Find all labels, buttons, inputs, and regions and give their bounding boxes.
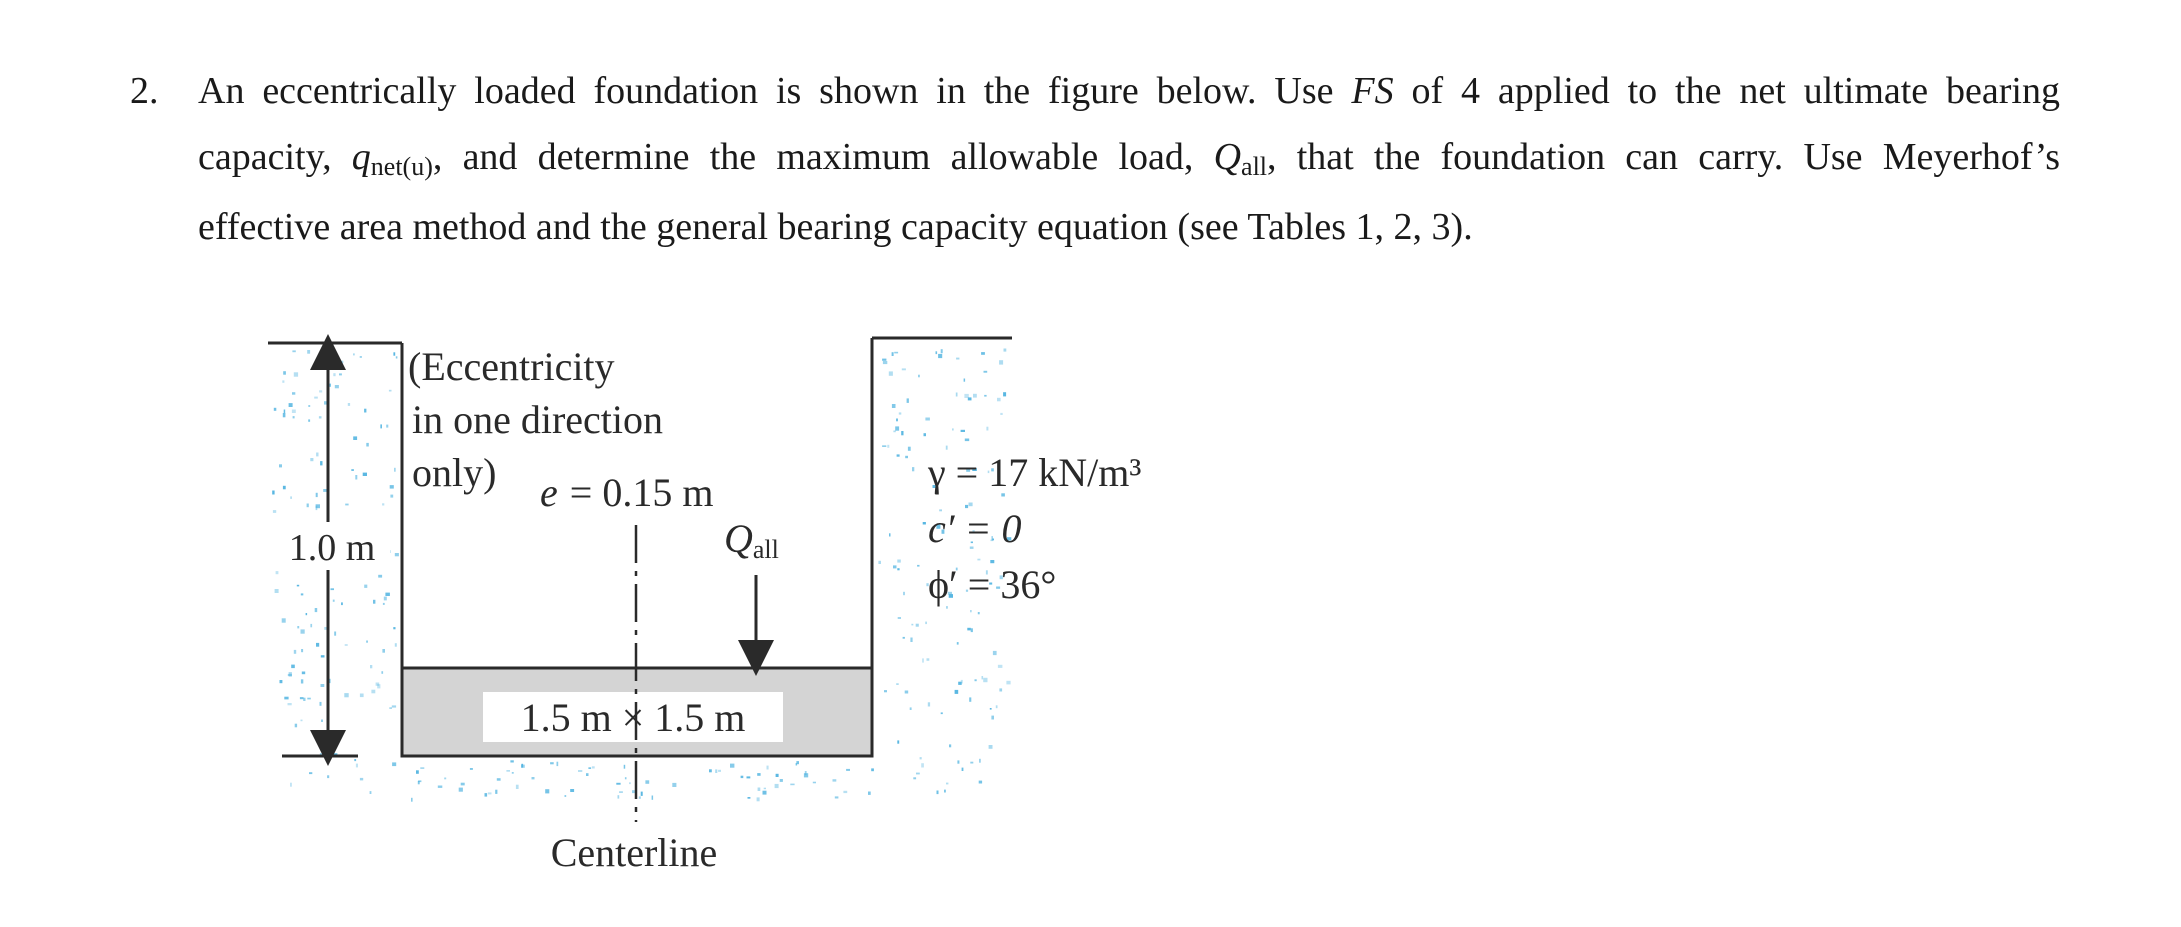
soil-speckle xyxy=(883,361,887,364)
soil-speckle xyxy=(307,350,310,354)
soil-speckle xyxy=(545,789,549,793)
q-all-symbol: Q xyxy=(1213,136,1242,178)
soil-speckle xyxy=(302,672,305,675)
soil-speckle xyxy=(353,436,357,440)
problem-line-1: An eccentrically loaded foundation is shown in the figure below. Use FS of 4 applied to the net ultimate bearing xyxy=(198,70,2060,112)
soil-speckle xyxy=(969,697,971,701)
soil-speckle xyxy=(394,468,396,472)
soil-speckle xyxy=(485,793,488,797)
soil-speckle xyxy=(506,770,510,772)
footing-size-label: 1.5 m × 1.5 m xyxy=(520,695,746,740)
soil-speckle xyxy=(565,795,567,797)
soil-speckle xyxy=(1006,681,1010,685)
soil-speckle xyxy=(390,495,393,498)
soil-speckle xyxy=(284,410,286,414)
soil-speckle xyxy=(306,613,308,615)
soil-speckle xyxy=(927,658,930,661)
problem-number: 2. xyxy=(130,70,159,112)
soil-speckle xyxy=(967,628,971,631)
soil-speckle xyxy=(894,352,898,354)
soil-speckle xyxy=(996,705,998,708)
soil-speckle xyxy=(893,565,897,568)
soil-speckle xyxy=(309,772,312,774)
soil-speckle xyxy=(979,781,982,784)
soil-speckle xyxy=(905,691,909,694)
soil-speckle xyxy=(274,408,277,411)
soil-speckle xyxy=(288,703,292,705)
soil-speckle xyxy=(767,766,769,770)
soil-speckle xyxy=(320,702,322,706)
soil-speckle xyxy=(730,764,734,768)
soil-speckle xyxy=(310,458,313,461)
soil-speckle xyxy=(910,707,912,710)
soil-speckle xyxy=(321,720,323,723)
soil-speckle xyxy=(887,445,889,448)
soil-speckle xyxy=(982,676,984,679)
soil-speckle xyxy=(925,418,930,421)
soil-speckle xyxy=(389,390,392,392)
eccentricity-note-3: only) xyxy=(412,450,497,495)
soil-speckle xyxy=(956,393,958,397)
soil-speckle xyxy=(984,371,988,373)
soil-speckle xyxy=(420,767,424,769)
soil-speckle xyxy=(376,683,380,686)
soil-speckle xyxy=(353,353,355,355)
soil-speckle xyxy=(918,375,920,378)
soil-speckle xyxy=(956,358,959,360)
soil-speckle xyxy=(757,797,760,801)
soil-speckle xyxy=(871,768,874,771)
eccentricity-note-2: in one direction xyxy=(412,397,664,442)
soil-speckle xyxy=(470,768,473,770)
soil-speckle xyxy=(938,354,942,358)
soil-speckle xyxy=(978,612,980,614)
soil-speckle xyxy=(896,419,898,422)
soil-speckle xyxy=(981,352,985,355)
soil-speckle xyxy=(335,385,339,388)
soil-speckle xyxy=(292,392,295,395)
soil-speckle xyxy=(356,764,358,768)
soil-speckle xyxy=(301,649,303,652)
soil-speckle xyxy=(709,769,712,772)
centerline-label: Centerline xyxy=(550,830,718,875)
soil-speckle xyxy=(316,643,319,647)
soil-speckle xyxy=(958,682,962,685)
soil-speckle xyxy=(291,665,295,669)
soil-speckle xyxy=(292,410,296,414)
soil-speckle xyxy=(310,624,312,627)
soil-speckle xyxy=(632,790,635,793)
soil-speckle xyxy=(804,773,808,777)
soil-speckle xyxy=(775,784,779,788)
soil-speckle xyxy=(961,430,965,432)
soil-speckle xyxy=(944,790,946,793)
soil-speckle xyxy=(764,788,766,790)
problem-line-3: effective area method and the general bearing capacity equation (see Tables 1, 2, 3). xyxy=(198,206,1473,248)
soil-speckle xyxy=(903,592,905,595)
soil-speckle xyxy=(293,416,295,418)
soil-speckle xyxy=(333,363,336,367)
soil-speckle xyxy=(916,624,919,627)
soil-speckle xyxy=(351,469,354,471)
soil-speckle xyxy=(354,759,356,761)
soil-speckle xyxy=(276,571,279,574)
soil-speckle xyxy=(348,403,350,406)
soil-speckle xyxy=(497,778,501,781)
soil-speckle xyxy=(283,371,286,375)
soil-speckle xyxy=(624,765,626,769)
soil-speckle xyxy=(444,778,446,780)
soil-speckle xyxy=(893,431,895,433)
soil-speckle xyxy=(380,424,382,428)
fs-symbol: FS xyxy=(1351,70,1394,112)
soil-speckle xyxy=(928,702,930,706)
soil-speckle xyxy=(625,777,627,779)
soil-speckle xyxy=(371,690,375,694)
soil-speckle xyxy=(516,785,519,789)
soil-speckle xyxy=(776,774,779,777)
soil-speckle xyxy=(882,359,886,361)
soil-speckle xyxy=(381,671,383,674)
soil-speckle xyxy=(917,565,919,567)
soil-speckle xyxy=(946,783,948,785)
soil-speckle xyxy=(532,777,535,779)
soil-speckle xyxy=(344,693,348,697)
soil-speckle xyxy=(983,678,987,682)
soil-speckle xyxy=(418,781,420,784)
soil-speckle xyxy=(289,672,292,676)
soil-speckle xyxy=(360,356,362,358)
soil-speckle xyxy=(320,461,322,465)
soil-speckle xyxy=(905,456,908,458)
soil-speckle xyxy=(364,409,366,413)
soil-speckle xyxy=(512,772,514,774)
soil-speckle xyxy=(672,783,676,787)
soil-speckle xyxy=(321,684,325,687)
soil-speckle xyxy=(878,561,881,564)
soil-speckle xyxy=(965,439,969,442)
soil-speckle xyxy=(763,791,767,795)
soil-speckle xyxy=(319,390,322,392)
soil-speckle xyxy=(747,776,751,778)
soil-speckle xyxy=(1000,413,1002,415)
soil-speckle xyxy=(645,780,649,784)
soil-speckle xyxy=(868,792,871,795)
soil-speckle xyxy=(301,629,305,633)
soil-speckle xyxy=(971,628,973,632)
soil-speckle xyxy=(550,762,554,764)
soil-speckle xyxy=(796,763,798,765)
soil-speckle xyxy=(279,464,282,467)
soil-speckle xyxy=(292,350,295,352)
soil-speckle xyxy=(360,778,363,781)
soil-speckle xyxy=(280,680,283,683)
soil-speckle xyxy=(393,627,395,629)
soil-friction-angle: ϕ′ = 36° xyxy=(928,562,1057,607)
soil-speckle xyxy=(990,708,992,710)
soil-speckle xyxy=(307,698,311,700)
soil-speckle xyxy=(389,707,392,709)
soil-speckle xyxy=(813,782,816,784)
soil-speckle xyxy=(970,762,973,764)
soil-speckle xyxy=(373,600,375,604)
soil-speckle xyxy=(390,485,394,489)
soil-speckle xyxy=(315,608,318,612)
soil-speckle xyxy=(748,797,751,799)
soil-speckle xyxy=(936,351,938,354)
soil-speckle xyxy=(319,416,322,418)
soil-speckle xyxy=(941,712,943,714)
soil-speckle xyxy=(901,431,903,435)
soil-speckle xyxy=(911,624,913,626)
soil-speckle xyxy=(908,447,911,451)
soil-speckle xyxy=(382,649,385,653)
soil-speckle xyxy=(902,368,906,370)
soil-speckle xyxy=(289,403,293,407)
soil-speckle xyxy=(284,697,288,700)
soil-speckle xyxy=(366,641,368,643)
soil-speckle xyxy=(1004,349,1007,352)
soil-speckle xyxy=(964,379,966,382)
soil-speckle xyxy=(461,783,465,786)
soil-speckle xyxy=(922,658,924,662)
soil-speckle xyxy=(897,560,901,563)
soil-speckle xyxy=(331,588,335,590)
soil-speckle xyxy=(384,597,387,601)
soil-speckle xyxy=(334,632,336,636)
soil-bottom xyxy=(411,760,874,801)
soil-speckle xyxy=(896,683,899,685)
eccentricity-note-1: (Eccentricity xyxy=(408,344,615,389)
soil-speckle xyxy=(290,496,292,499)
soil-speckle xyxy=(294,372,298,376)
soil-speckle xyxy=(790,784,794,786)
soil-speckle xyxy=(964,394,968,398)
soil-speckle xyxy=(283,413,286,417)
soil-speckle xyxy=(382,503,384,505)
soil-speckle xyxy=(393,352,395,355)
soil-speckle xyxy=(416,770,419,774)
soil-speckle xyxy=(385,593,390,596)
soil-speckle xyxy=(586,773,589,776)
soil-speckle xyxy=(715,769,717,773)
soil-speckle xyxy=(324,627,326,630)
soil-speckle xyxy=(892,404,896,408)
soil-speckle xyxy=(907,398,909,403)
soil-speckle xyxy=(652,796,654,800)
soil-speckle xyxy=(991,716,994,720)
soil-speckle xyxy=(282,380,284,382)
soil-speckle xyxy=(897,740,899,743)
soil-speckle xyxy=(639,796,641,798)
soil-speckle xyxy=(383,603,385,605)
soil-speckle xyxy=(366,443,369,447)
soil-speckle xyxy=(846,769,850,771)
soil-speckle xyxy=(897,454,900,456)
soil-speckle xyxy=(986,427,988,431)
soil-speckle xyxy=(341,602,343,605)
soil-speckle xyxy=(977,559,980,561)
soil-speckle xyxy=(364,585,367,588)
soil-speckle xyxy=(297,585,299,587)
soil-speckle xyxy=(962,768,964,771)
soil-speckle xyxy=(363,473,367,476)
soil-speckle xyxy=(345,644,348,646)
soil-speckle xyxy=(396,356,398,358)
soil-speckle xyxy=(297,626,299,628)
soil-speckle xyxy=(510,760,513,762)
soil-speckle xyxy=(970,610,972,612)
soil-speckle xyxy=(495,790,497,794)
soil-speckle xyxy=(835,796,839,798)
soil-gamma: γ = 17 kN/m³ xyxy=(928,450,1142,495)
soil-speckle xyxy=(889,371,893,375)
soil-speckle xyxy=(314,397,318,399)
soil-speckle xyxy=(333,373,335,376)
soil-speckle xyxy=(884,690,887,692)
soil-speckle xyxy=(392,705,396,707)
soil-speckle xyxy=(941,349,943,353)
soil-speckle xyxy=(316,453,318,457)
soil-speckle xyxy=(272,491,274,495)
soil-speckle xyxy=(327,775,329,778)
soil-cohesion: c′ = 0 xyxy=(928,506,1022,551)
soil-speckle xyxy=(339,373,342,375)
soil-speckle xyxy=(912,467,914,471)
soil-speckle xyxy=(924,433,927,436)
soil-speckle xyxy=(592,766,595,768)
q-net-symbol: q xyxy=(351,136,371,178)
soil-speckle xyxy=(301,720,303,722)
soil-speckle xyxy=(757,773,760,776)
soil-speckle xyxy=(741,776,744,778)
soil-speckle xyxy=(952,428,954,430)
soil-speckle xyxy=(360,694,364,698)
soil-speckle xyxy=(411,798,413,802)
soil-speckle xyxy=(925,622,927,625)
soil-speckle xyxy=(973,394,977,398)
soil-speckle xyxy=(438,786,443,788)
soil-speckle xyxy=(370,791,372,794)
soil-speckle xyxy=(895,426,899,430)
soil-speckle xyxy=(294,650,296,654)
soil-speckle xyxy=(308,419,310,421)
depth-label: 1.0 m xyxy=(288,527,376,569)
soil-speckle xyxy=(937,791,939,795)
soil-speckle xyxy=(780,779,783,782)
soil-speckle xyxy=(843,791,847,793)
soil-speckle xyxy=(999,360,1003,364)
soil-speckle xyxy=(910,638,912,643)
soil-speckle xyxy=(283,486,286,490)
soil-speckle xyxy=(570,789,574,792)
soil-speckle xyxy=(833,779,837,781)
soil-speckle xyxy=(578,770,582,772)
eccentricity-value: e = 0.15 m xyxy=(540,470,714,515)
soil-speckle xyxy=(923,522,926,525)
soil-speckle xyxy=(378,575,382,578)
soil-speckle xyxy=(588,767,591,769)
soil-speckle xyxy=(295,724,297,728)
soil-left xyxy=(272,350,399,794)
soil-speckle xyxy=(301,593,304,595)
soil-speckle xyxy=(957,642,959,645)
soil-speckle xyxy=(618,795,620,798)
soil-speckle xyxy=(718,770,721,772)
soil-speckle xyxy=(321,655,325,657)
soil-speckle xyxy=(999,688,1002,691)
soil-speckle xyxy=(282,618,286,622)
soil-speckle xyxy=(395,643,397,647)
soil-speckle xyxy=(979,759,981,763)
soil-speckle xyxy=(916,773,920,775)
soil-speckle xyxy=(345,504,348,506)
load-label: Qall xyxy=(724,516,779,564)
soil-speckle xyxy=(290,783,292,787)
soil-speckle xyxy=(641,792,643,796)
soil-speckle xyxy=(392,762,396,766)
soil-speckle xyxy=(913,777,916,779)
soil-speckle xyxy=(275,589,279,593)
soil-speckle xyxy=(898,617,901,619)
problem-line-2: capacity, qnet(u), and determine the maximum allowable load, Qall, that the foundation can carry. Use Meyerhof’s xyxy=(198,136,2061,181)
soil-speckle xyxy=(998,665,1003,668)
soil-speckle xyxy=(386,425,388,428)
soil-speckle xyxy=(333,600,335,602)
soil-speckle xyxy=(303,698,305,701)
soil-speckle xyxy=(395,553,399,556)
soil-speckle xyxy=(989,745,993,749)
soil-speckle xyxy=(459,788,463,792)
soil-speckle xyxy=(370,665,372,668)
soil-speckle xyxy=(488,792,492,794)
soil-speckle xyxy=(892,352,894,356)
soil-speckle xyxy=(316,493,318,497)
soil-speckle xyxy=(949,744,951,747)
soil-speckle xyxy=(957,760,959,763)
soil-speckle xyxy=(629,782,631,784)
soil-speckle xyxy=(1003,392,1006,396)
soil-speckle xyxy=(355,475,357,480)
soil-speckle xyxy=(307,504,309,508)
soil-speckle xyxy=(899,412,902,414)
soil-speckle xyxy=(955,690,959,694)
soil-speckle xyxy=(882,445,886,447)
soil-speckle xyxy=(897,568,899,570)
soil-speckle xyxy=(975,679,977,681)
soil-speckle xyxy=(984,395,986,397)
soil-speckle xyxy=(557,762,559,766)
soil-speckle xyxy=(521,765,525,768)
soil-speckle xyxy=(993,651,997,655)
soil-speckle xyxy=(903,637,905,639)
soil-speckle xyxy=(316,504,320,508)
soil-speckle xyxy=(920,757,922,759)
soil-speckle xyxy=(341,361,344,364)
soil-speckle xyxy=(758,788,761,792)
soil-speckle xyxy=(921,763,924,767)
soil-speckle xyxy=(301,679,303,683)
soil-speckle xyxy=(308,405,310,407)
soil-speckle xyxy=(300,697,304,699)
soil-speckle xyxy=(616,783,620,785)
soil-speckle xyxy=(619,791,623,793)
soil-speckle xyxy=(997,398,1001,402)
soil-speckle xyxy=(889,533,891,536)
soil-speckle xyxy=(273,510,276,513)
